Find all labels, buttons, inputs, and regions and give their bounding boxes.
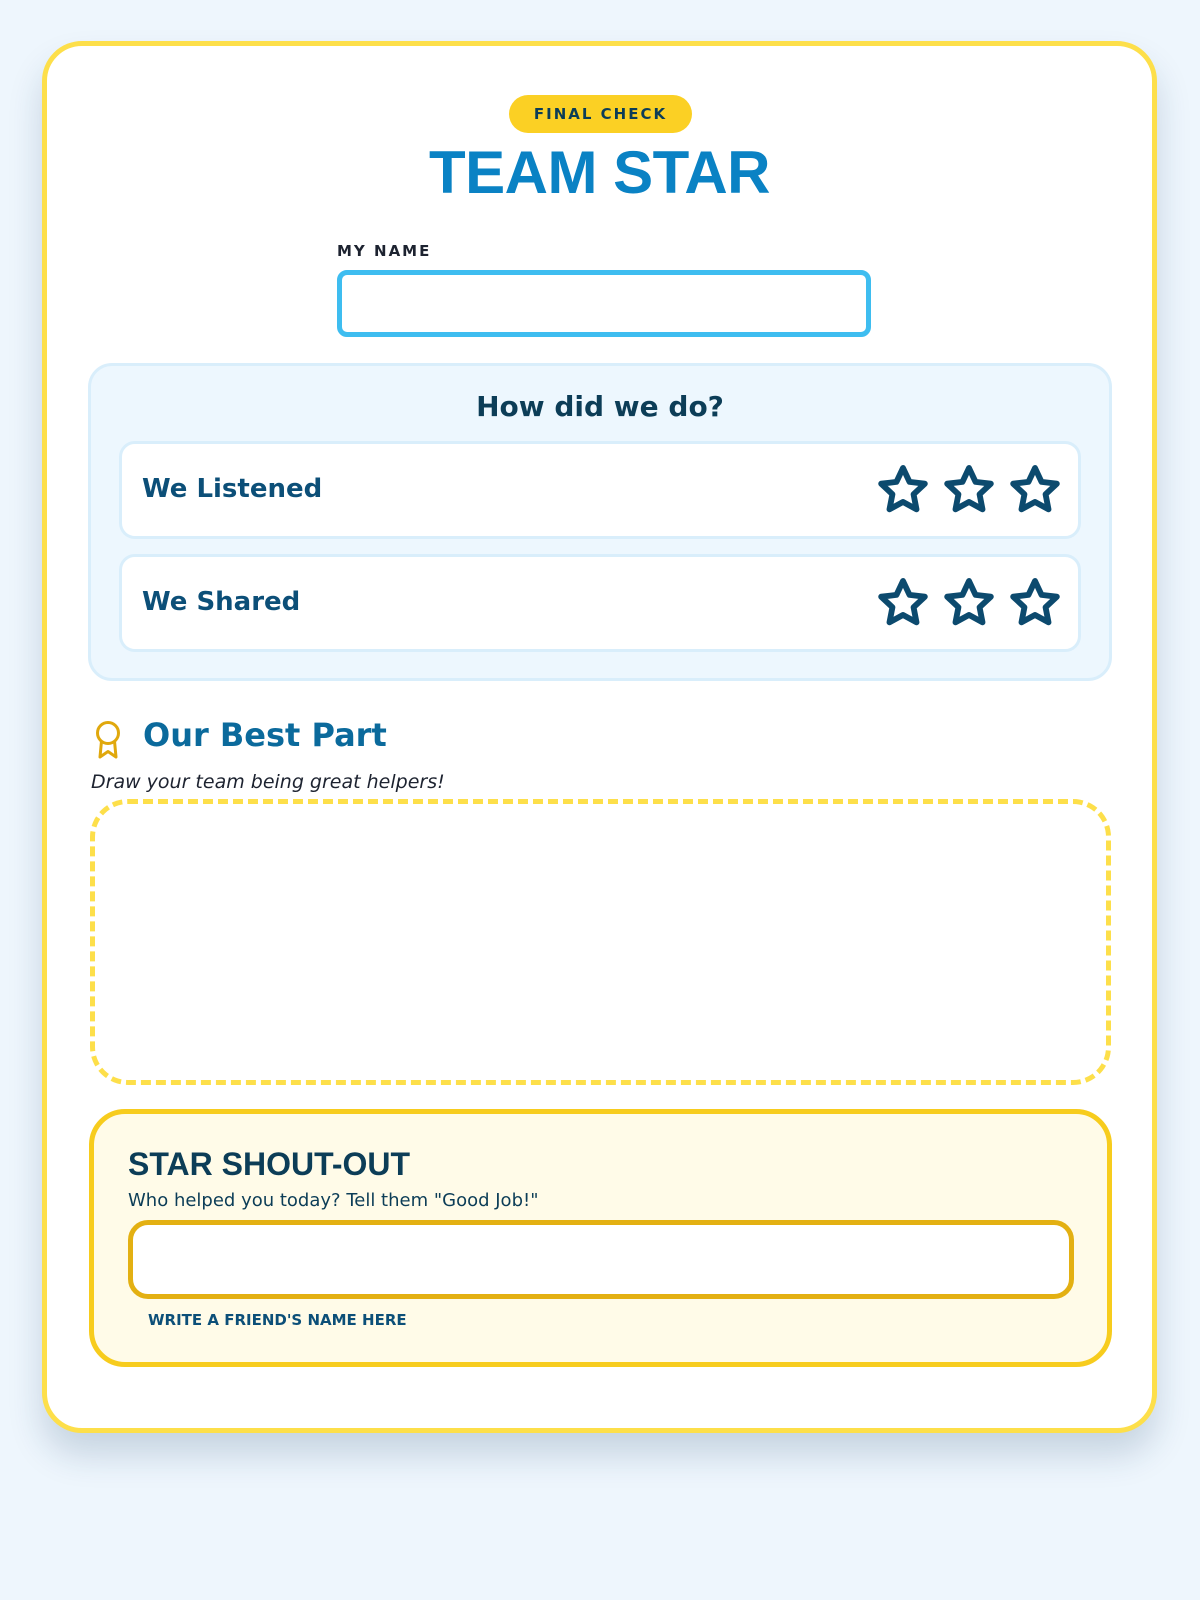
star-icon[interactable] (942, 463, 996, 517)
name-label: MY NAME (337, 242, 432, 260)
star-icon[interactable] (1008, 463, 1062, 517)
page-title: TEAM STAR (428, 139, 771, 206)
star-icon[interactable] (1008, 576, 1062, 630)
friend-name-hint: WRITE A FRIEND'S NAME HERE (148, 1311, 407, 1329)
shout-out-panel (89, 1109, 1112, 1367)
shout-out-title: STAR SHOUT-OUT (128, 1146, 411, 1182)
worksheet-card (42, 41, 1157, 1433)
rating-row-listened (119, 441, 1081, 539)
best-part-title: Our Best Part (143, 716, 387, 754)
shout-out-prompt: Who helped you today? Tell them "Good Job!" (128, 1190, 539, 1211)
star-rating (876, 463, 1062, 517)
friend-name-input[interactable] (128, 1220, 1074, 1299)
star-icon[interactable] (876, 463, 930, 517)
rating-title: How did we do? (476, 390, 724, 423)
final-check-badge: FINAL CHECK (509, 95, 692, 133)
ribbon-award-icon (93, 720, 123, 760)
drawing-area[interactable] (90, 799, 1111, 1085)
rating-row-label: We Shared (142, 587, 301, 617)
rating-panel (88, 363, 1112, 681)
rating-row-label: We Listened (142, 474, 323, 504)
star-rating (876, 576, 1062, 630)
name-input[interactable] (337, 270, 871, 337)
star-icon[interactable] (876, 576, 930, 630)
star-icon[interactable] (942, 576, 996, 630)
best-part-instructions: Draw your team being great helpers! (91, 771, 445, 793)
rating-row-shared (119, 554, 1081, 652)
